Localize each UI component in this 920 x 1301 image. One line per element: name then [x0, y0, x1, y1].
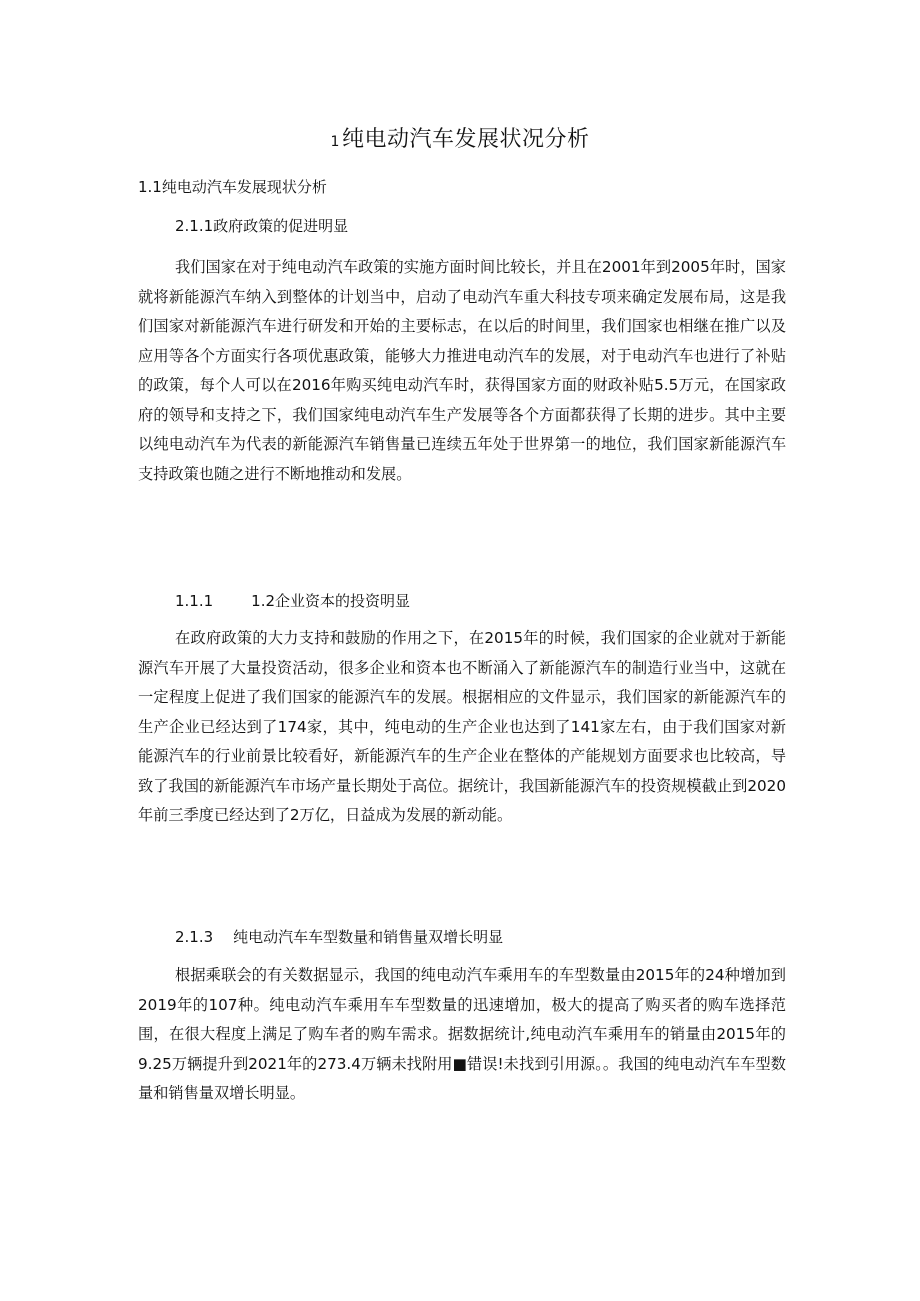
section-heading-2-1-3: [175, 926, 503, 947]
section-text: 纯电动汽车车型数量和销售量双增长明显: [233, 928, 504, 946]
section-heading-1-1: 1.1纯电动汽车发展现状分析: [138, 178, 327, 196]
title-number: 1: [330, 134, 340, 150]
title-text: 纯电动汽车发展状况分析: [341, 127, 590, 152]
paragraph-investment: 在政府政策的大力支持和鼓励的作用之下，在2015年的时候，我们国家的企业就对于新能源汽车开展了大量投资活动，很多企业和资本也不断涌入了新能源汽车的制造行业当中，这就在一定程度上促进了我们国家的能源汽车的发展。根据相应的文件显示，我们国家的新能源汽车的生产企业已经达到了174家，其中，纯电动的生产企业也达到了141家左右，由于我们国家对新能源汽车的行业前景比较看好，新能源汽车的生产企业在整体的产能规划方面要求也比较高，导致了我国的新能源汽车市场产量长期处于高位。据统计，我国新能源汽车的投资规模截止到2020年前三季度已经达到了2万亿，日益成为发展的新动能。: [138, 629, 786, 824]
section-text: 1.2企业资本的投资明显: [251, 592, 411, 610]
paragraph-policy: 我们国家在对于纯电动汽车政策的实施方面时间比较长，并且在2001年到2005年时，国家就将新能源汽车纳入到整体的计划当中，启动了电动汽车重大科技专项来确定发展布局，这是我们国家对新能源汽车进行研发和开始的主要标志，在以后的时间里，我们国家也相继在推广以及应用等各个方面实行各项优惠政策，能够大力推进电动汽车的发展，对于电动汽车也进行了补贴的政策，每个人可以在2016年购买纯电动汽车时，获得国家方面的财政补贴5.5万元，在国家政府的领导和支持之下，我们国家纯电动汽车生产发展等各个方面都获得了长期的进步。其中主要以纯电动汽车为代表的新能源汽车销售量已连续五年处于世界第一的地位，我们国家新能源汽车支持政策也随之进行不断地推动和发展。: [138, 258, 786, 483]
paragraph-sales-growth: 根据乘联会的有关数据显示，我国的纯电动汽车乘用车的车型数量由2015年的24种增加到2019年的107种。纯电动汽车乘用车车型数量的迅速增加，极大的提高了购买者的购车选择范围，在很大程度上满足了购车者的购车需求。据数据统计,纯电动汽车乘用车的销量由2015年的9.25万辆提升到2021年的273.4万辆未找附用■错误!未找到引用源。。我国的纯电动汽车车型数量和销售量双增长明显。: [138, 966, 786, 1102]
section-number: 1.1.1: [175, 592, 214, 610]
section-heading-1-1-1: [175, 590, 410, 611]
section-heading-2-1-1: 2.1.1政府政策的促进明显: [175, 217, 349, 235]
document-title: [0, 122, 920, 153]
section-number: 2.1.3: [175, 928, 214, 946]
